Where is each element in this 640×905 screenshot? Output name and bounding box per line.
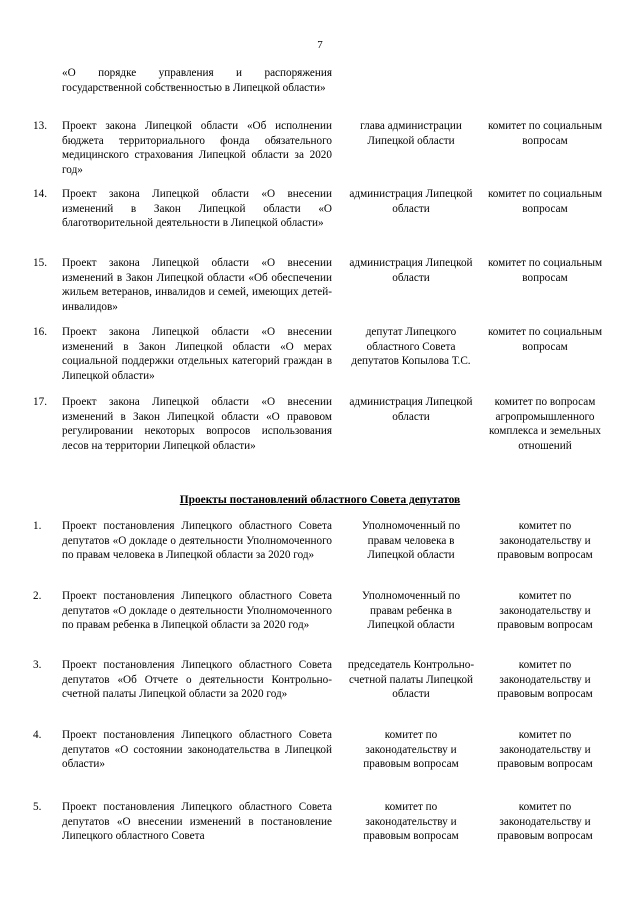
item-committee: комитет по социальным вопросам bbox=[487, 326, 603, 353]
page-number: 7 bbox=[317, 39, 323, 51]
item-responsible: администрация Липецкой области bbox=[349, 257, 473, 284]
item-responsible: комитет по законодательству и правовым вопросам bbox=[363, 729, 459, 771]
item-number: 14. bbox=[33, 188, 47, 200]
item-committee: комитет по законодательству и правовым вопросам bbox=[497, 729, 593, 771]
item-responsible: депутат Липецкого областного Совета депутатов Копылова Т.С. bbox=[351, 326, 471, 368]
item-description: Проект закона Липецкой области «О внесении изменений в Закон Липецкой области «О мерах социальной поддержки отдельных категорий граждан в Липецкой области» bbox=[62, 326, 332, 382]
item-number: 4. bbox=[33, 729, 42, 741]
section-title: Проекты постановлений областного Совета депутатов bbox=[179, 494, 461, 506]
item-number: 5. bbox=[33, 801, 42, 813]
item-responsible: председатель Контрольно-счетной палаты Липецкой области bbox=[347, 659, 475, 701]
item-responsible: администрация Липецкой области bbox=[349, 188, 473, 215]
item-committee: комитет по социальным вопросам bbox=[487, 120, 603, 147]
item-number: 16. bbox=[33, 326, 47, 338]
item-responsible: глава администрации Липецкой области bbox=[360, 120, 462, 147]
item-number: 3. bbox=[33, 659, 42, 671]
item-committee: комитет по социальным вопросам bbox=[487, 188, 603, 215]
item-description: Проект постановления Липецкого областного Совета депутатов «О состоянии законодательства в Липецкой области» bbox=[62, 729, 332, 771]
item-description: Проект постановления Липецкого областного Совета депутатов «О докладе о деятельности Уполномоченного по правам человека в Липецкой области за 2020 год» bbox=[62, 520, 332, 562]
item-description: Проект закона Липецкой области «О внесении изменений в Закон Липецкой области «О правовом регулировании некоторых вопросов использования лесов на территории Липецкой области» bbox=[62, 396, 332, 452]
item-description: Проект закона Липецкой области «Об исполнении бюджета территориального фонда обязательного медицинского страхования Липецкой области за 2020 год» bbox=[62, 120, 332, 176]
item-committee: комитет по законодательству и правовым вопросам bbox=[497, 520, 593, 562]
item-description: Проект закона Липецкой области «О внесении изменений в Закон Липецкой области «О благотворительной деятельности в Липецкой области» bbox=[62, 188, 332, 230]
item-number: 17. bbox=[33, 396, 47, 408]
item-description: «О порядке управления и распоряжения государственной собственностью в Липецкой области» bbox=[62, 67, 332, 94]
item-committee: комитет по социальным вопросам bbox=[487, 257, 603, 284]
item-number: 15. bbox=[33, 257, 47, 269]
item-committee: комитет по законодательству и правовым вопросам bbox=[497, 659, 593, 701]
item-responsible: администрация Липецкой области bbox=[349, 396, 473, 423]
item-responsible: Уполномоченный по правам ребенка в Липецкой области bbox=[361, 590, 461, 632]
item-committee: комитет по законодательству и правовым вопросам bbox=[497, 590, 593, 632]
item-responsible: комитет по законодательству и правовым вопросам bbox=[363, 801, 459, 843]
item-responsible: Уполномоченный по правам человека в Липецкой области bbox=[361, 520, 461, 562]
item-number: 2. bbox=[33, 590, 42, 602]
item-description: Проект закона Липецкой области «О внесении изменений в Закон Липецкой области «Об обеспечении жильем ветеранов, инвалидов и семей, имеющих детей-инвалидов» bbox=[62, 257, 332, 313]
item-committee: комитет по вопросам агропромышленного комплекса и земельных отношений bbox=[489, 396, 601, 452]
item-description: Проект постановления Липецкого областного Совета депутатов «Об Отчете о деятельности Контрольно-счетной палаты Липецкой области за 2020 год» bbox=[62, 659, 332, 701]
item-number: 13. bbox=[33, 120, 47, 132]
item-committee: комитет по законодательству и правовым вопросам bbox=[497, 801, 593, 843]
item-number: 1. bbox=[33, 520, 42, 532]
item-description: Проект постановления Липецкого областного Совета депутатов «О докладе о деятельности Уполномоченного по правам ребенка в Липецкой области за 2020 год» bbox=[62, 590, 332, 632]
item-description: Проект постановления Липецкого областного Совета депутатов «О внесении изменений в постановление Липецкого областного Совета bbox=[62, 801, 332, 843]
